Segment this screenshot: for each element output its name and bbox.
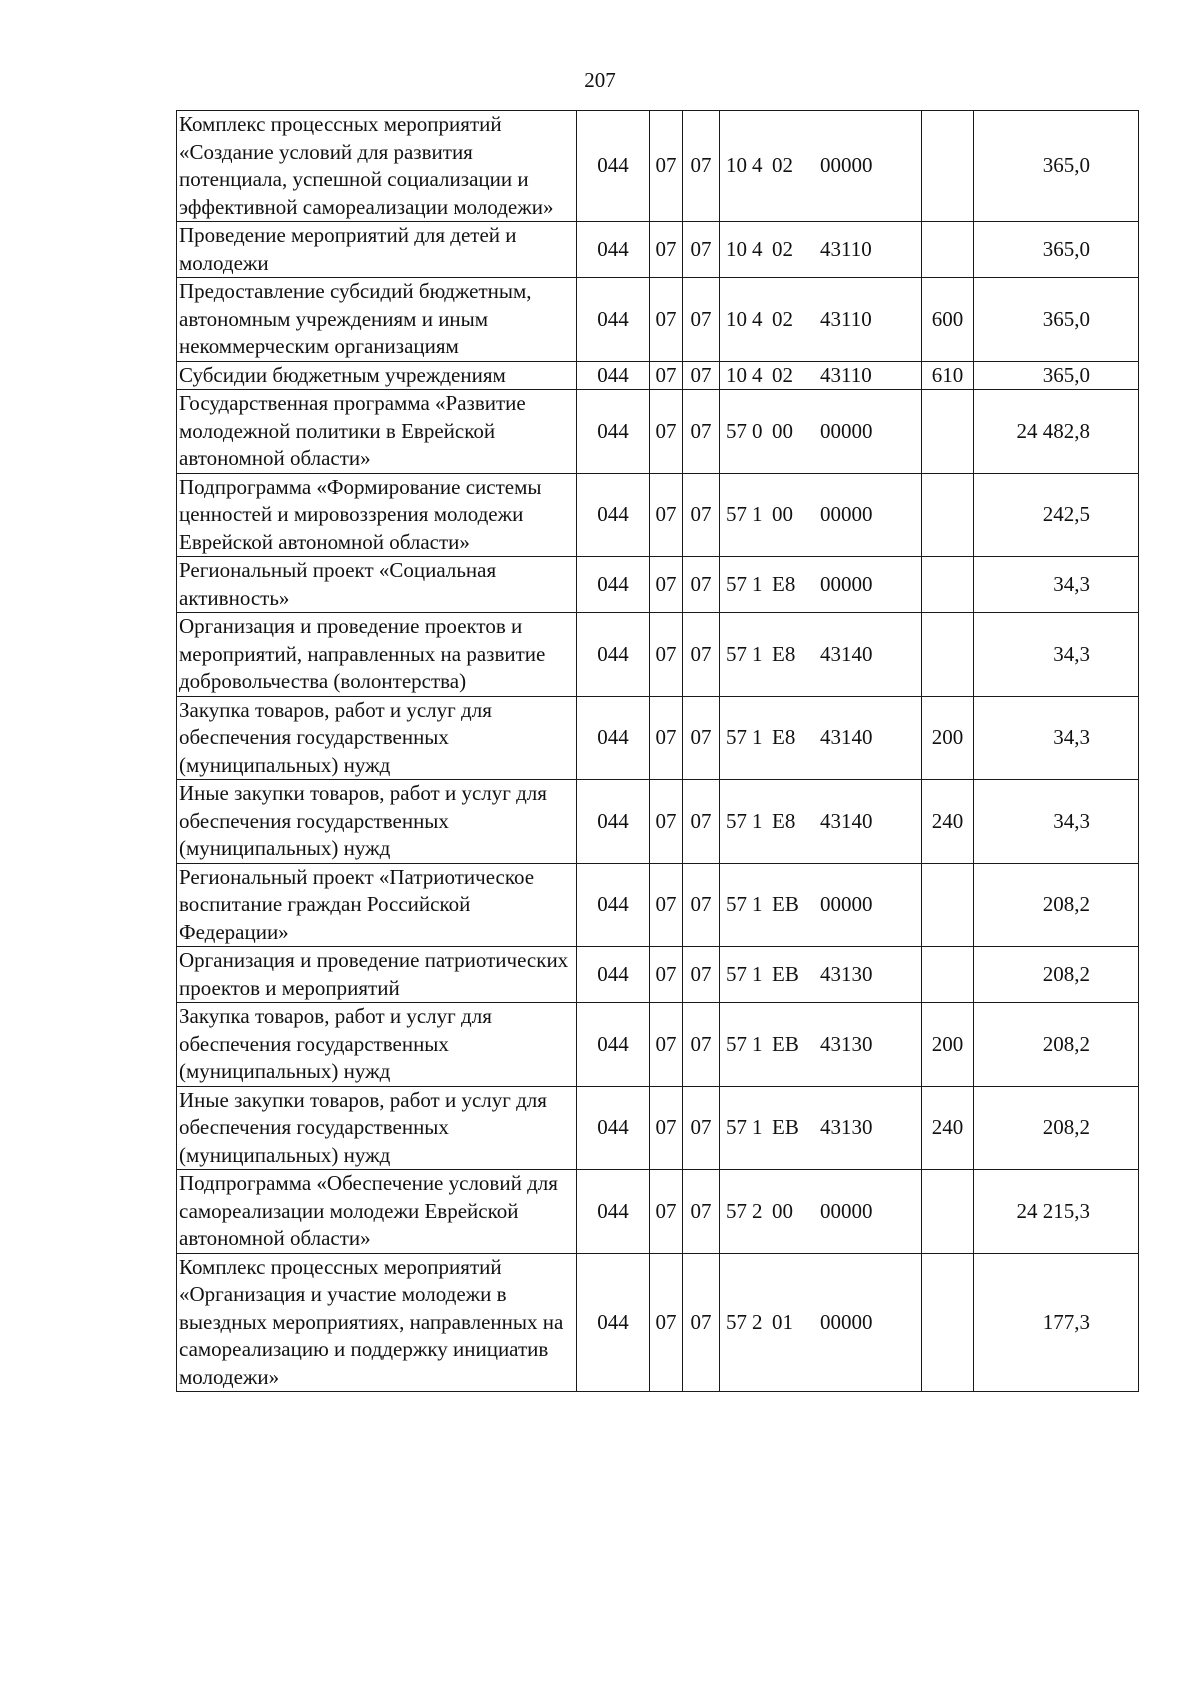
cs-program-code: 57 <box>726 725 747 749</box>
cs-direction-code: 43140 <box>820 641 873 666</box>
subsection-code-cell: 07 <box>683 696 720 780</box>
row-name-cell: Закупка товаров, работ и услуг для обеспечения государственных (муниципальных) нужд <box>177 696 577 780</box>
table-row <box>177 947 1139 1003</box>
amount-cell: 208,2 <box>974 1003 1139 1087</box>
target-article-cell <box>720 1170 922 1254</box>
section-code-cell: 07 <box>650 780 683 864</box>
amount-cell: 34,3 <box>974 613 1139 697</box>
cs-subprogram-code: 1 <box>752 892 763 916</box>
subsection-code-cell: 07 <box>683 390 720 474</box>
cs-group-code: 02 <box>772 236 793 261</box>
amount-cell: 208,2 <box>974 1086 1139 1170</box>
subsection-code-cell: 07 <box>683 473 720 557</box>
ministry-code-cell: 044 <box>577 696 650 780</box>
subsection-code-cell: 07 <box>683 361 720 390</box>
row-name-cell: Подпрограмма «Обеспечение условий для самореализации молодежи Еврейской автономной области» <box>177 1170 577 1254</box>
cs-subprogram-code: 4 <box>752 306 763 331</box>
cs-direction-code: 00000 <box>820 1198 873 1223</box>
amount-cell: 365,0 <box>974 361 1139 390</box>
row-name-cell: Подпрограмма «Формирование системы ценностей и мировоззрения молодежи Еврейской автономной области» <box>177 473 577 557</box>
cs-direction-code: 43130 <box>820 961 873 986</box>
cs-direction-code: 00000 <box>820 153 873 178</box>
table-row <box>177 1253 1139 1392</box>
table-row <box>177 278 1139 362</box>
ministry-code-cell: 044 <box>577 863 650 947</box>
amount-cell: 24 482,8 <box>974 390 1139 474</box>
subsection-code-cell: 07 <box>683 1170 720 1254</box>
cs-program-code: 57 <box>726 418 747 443</box>
expense-type-cell <box>922 613 974 697</box>
cs-group-code: 02 <box>772 362 793 387</box>
subsection-code-cell: 07 <box>683 1253 720 1392</box>
subsection-code-cell: 07 <box>683 557 720 613</box>
ministry-code-cell: 044 <box>577 111 650 222</box>
amount-cell: 34,3 <box>974 780 1139 864</box>
cs-group-code: 02 <box>772 153 793 178</box>
ministry-code-cell: 044 <box>577 1003 650 1087</box>
expense-type-cell: 240 <box>922 1086 974 1170</box>
cs-direction-code: 43140 <box>820 725 873 749</box>
cs-program-code: 57 <box>726 1031 747 1056</box>
row-name-cell: Иные закупки товаров, работ и услуг для обеспечения государственных (муниципальных) нужд <box>177 780 577 864</box>
target-article-cell <box>720 613 922 697</box>
cs-subprogram-code: 0 <box>752 418 763 443</box>
cs-subprogram-code: 1 <box>752 961 763 986</box>
amount-cell: 24 215,3 <box>974 1170 1139 1254</box>
target-article-cell <box>720 278 922 362</box>
amount-cell: 177,3 <box>974 1253 1139 1392</box>
row-name-cell: Комплекс процессных мероприятий «Организация и участие молодежи в выездных мероприятиях, направленных на самореализацию и поддержку инициатив молодежи» <box>177 1253 577 1392</box>
row-name-cell: Комплекс процессных мероприятий «Создание условий для развития потенциала, успешной социализации и эффективной самореализации молодежи» <box>177 111 577 222</box>
cs-program-code: 10 <box>726 306 747 331</box>
row-name-cell: Закупка товаров, работ и услуг для обеспечения государственных (муниципальных) нужд <box>177 1003 577 1087</box>
cs-subprogram-code: 4 <box>752 153 763 178</box>
ministry-code-cell: 044 <box>577 1170 650 1254</box>
expense-type-cell: 610 <box>922 361 974 390</box>
expense-type-cell <box>922 222 974 278</box>
cs-subprogram-code: 2 <box>752 1198 763 1223</box>
row-name-cell: Проведение мероприятий для детей и молодежи <box>177 222 577 278</box>
cs-subprogram-code: 1 <box>752 1115 763 1139</box>
section-code-cell: 07 <box>650 613 683 697</box>
cs-subprogram-code: 1 <box>752 808 763 833</box>
section-code-cell: 07 <box>650 557 683 613</box>
cs-group-code: 00 <box>772 418 793 443</box>
cs-direction-code: 43130 <box>820 1031 873 1056</box>
table-row <box>177 390 1139 474</box>
ministry-code-cell: 044 <box>577 557 650 613</box>
cs-direction-code: 00000 <box>820 892 873 916</box>
target-article-cell <box>720 1253 922 1392</box>
table-row <box>177 1086 1139 1170</box>
cs-program-code: 57 <box>726 961 747 986</box>
row-name-cell: Организация и проведение проектов и мероприятий, направленных на развитие добровольчества (волонтерства) <box>177 613 577 697</box>
amount-cell: 34,3 <box>974 696 1139 780</box>
table-row <box>177 111 1139 222</box>
section-code-cell: 07 <box>650 696 683 780</box>
expense-type-cell <box>922 947 974 1003</box>
cs-direction-code: 00000 <box>820 1309 873 1334</box>
section-code-cell: 07 <box>650 947 683 1003</box>
cs-subprogram-code: 4 <box>752 236 763 261</box>
cs-subprogram-code: 2 <box>752 1309 763 1334</box>
cs-group-code: E8 <box>772 725 796 749</box>
cs-group-code: EB <box>772 892 799 916</box>
row-name-cell: Организация и проведение патриотических проектов и мероприятий <box>177 947 577 1003</box>
table-row <box>177 473 1139 557</box>
table-row <box>177 780 1139 864</box>
ministry-code-cell: 044 <box>577 1253 650 1392</box>
section-code-cell: 07 <box>650 222 683 278</box>
ministry-code-cell: 044 <box>577 1086 650 1170</box>
section-code-cell: 07 <box>650 111 683 222</box>
cs-program-code: 10 <box>726 362 747 387</box>
cs-direction-code: 00000 <box>820 418 873 443</box>
row-name-cell: Региональный проект «Социальная активность» <box>177 557 577 613</box>
expense-type-cell <box>922 557 974 613</box>
budget-table <box>176 110 1139 1392</box>
cs-subprogram-code: 1 <box>752 1031 763 1056</box>
target-article-cell <box>720 222 922 278</box>
cs-direction-code: 43140 <box>820 808 873 833</box>
cs-program-code: 57 <box>726 502 747 526</box>
cs-group-code: E8 <box>772 571 796 596</box>
subsection-code-cell: 07 <box>683 1003 720 1087</box>
row-name-cell: Иные закупки товаров, работ и услуг для обеспечения государственных (муниципальных) нужд <box>177 1086 577 1170</box>
expense-type-cell <box>922 1253 974 1392</box>
cs-direction-code: 43110 <box>820 306 872 331</box>
cs-direction-code: 00000 <box>820 502 873 526</box>
section-code-cell: 07 <box>650 1086 683 1170</box>
table-body <box>177 111 1139 1392</box>
table-row <box>177 863 1139 947</box>
target-article-cell <box>720 696 922 780</box>
subsection-code-cell: 07 <box>683 613 720 697</box>
section-code-cell: 07 <box>650 361 683 390</box>
section-code-cell: 07 <box>650 863 683 947</box>
table-row <box>177 696 1139 780</box>
cs-program-code: 10 <box>726 236 747 261</box>
row-name-cell: Субсидии бюджетным учреждениям <box>177 361 577 390</box>
subsection-code-cell: 07 <box>683 278 720 362</box>
cs-program-code: 57 <box>726 892 747 916</box>
ministry-code-cell: 044 <box>577 947 650 1003</box>
ministry-code-cell: 044 <box>577 613 650 697</box>
section-code-cell: 07 <box>650 390 683 474</box>
cs-program-code: 10 <box>726 153 747 178</box>
cs-direction-code: 00000 <box>820 571 873 596</box>
cs-subprogram-code: 1 <box>752 502 763 526</box>
expense-type-cell <box>922 111 974 222</box>
target-article-cell <box>720 557 922 613</box>
cs-program-code: 57 <box>726 1309 747 1334</box>
row-name-cell: Региональный проект «Патриотическое воспитание граждан Российской Федерации» <box>177 863 577 947</box>
table-row <box>177 361 1139 390</box>
cs-subprogram-code: 1 <box>752 725 763 749</box>
expense-type-cell: 200 <box>922 1003 974 1087</box>
cs-group-code: EB <box>772 961 799 986</box>
amount-cell: 365,0 <box>974 278 1139 362</box>
table-row <box>177 557 1139 613</box>
subsection-code-cell: 07 <box>683 222 720 278</box>
cs-group-code: EB <box>772 1031 799 1056</box>
target-article-cell <box>720 1086 922 1170</box>
cs-subprogram-code: 1 <box>752 571 763 596</box>
cs-group-code: E8 <box>772 808 796 833</box>
cs-group-code: 00 <box>772 1198 793 1223</box>
target-article-cell <box>720 780 922 864</box>
cs-group-code: E8 <box>772 641 796 666</box>
table-row <box>177 613 1139 697</box>
ministry-code-cell: 044 <box>577 390 650 474</box>
cs-subprogram-code: 1 <box>752 641 763 666</box>
row-name-cell: Предоставление субсидий бюджетным, автономным учреждениям и иным некоммерческим организациям <box>177 278 577 362</box>
amount-cell: 242,5 <box>974 473 1139 557</box>
section-code-cell: 07 <box>650 1253 683 1392</box>
cs-program-code: 57 <box>726 808 747 833</box>
cs-group-code: 02 <box>772 306 793 331</box>
ministry-code-cell: 044 <box>577 222 650 278</box>
target-article-cell <box>720 390 922 474</box>
amount-cell: 34,3 <box>974 557 1139 613</box>
expense-type-cell <box>922 863 974 947</box>
table-row <box>177 222 1139 278</box>
cs-direction-code: 43130 <box>820 1115 873 1139</box>
cs-group-code: 00 <box>772 502 793 526</box>
amount-cell: 365,0 <box>974 222 1139 278</box>
table-row <box>177 1003 1139 1087</box>
cs-group-code: EB <box>772 1115 799 1139</box>
amount-cell: 208,2 <box>974 863 1139 947</box>
subsection-code-cell: 07 <box>683 947 720 1003</box>
subsection-code-cell: 07 <box>683 1086 720 1170</box>
cs-program-code: 57 <box>726 1198 747 1223</box>
subsection-code-cell: 07 <box>683 780 720 864</box>
subsection-code-cell: 07 <box>683 863 720 947</box>
cs-program-code: 57 <box>726 641 747 666</box>
target-article-cell <box>720 1003 922 1087</box>
cs-program-code: 57 <box>726 571 747 596</box>
section-code-cell: 07 <box>650 278 683 362</box>
ministry-code-cell: 044 <box>577 780 650 864</box>
amount-cell: 365,0 <box>974 111 1139 222</box>
cs-group-code: 01 <box>772 1309 793 1334</box>
target-article-cell <box>720 947 922 1003</box>
ministry-code-cell: 044 <box>577 473 650 557</box>
expense-type-cell <box>922 1170 974 1254</box>
page-number: 207 <box>584 68 616 92</box>
cs-program-code: 57 <box>726 1115 747 1139</box>
section-code-cell: 07 <box>650 1170 683 1254</box>
cs-direction-code: 43110 <box>820 236 872 261</box>
expense-type-cell <box>922 473 974 557</box>
expense-type-cell: 200 <box>922 696 974 780</box>
amount-cell: 208,2 <box>974 947 1139 1003</box>
expense-type-cell: 600 <box>922 278 974 362</box>
table-row <box>177 1170 1139 1254</box>
expense-type-cell: 240 <box>922 780 974 864</box>
section-code-cell: 07 <box>650 473 683 557</box>
target-article-cell <box>720 473 922 557</box>
cs-direction-code: 43110 <box>820 362 872 387</box>
subsection-code-cell: 07 <box>683 111 720 222</box>
cs-subprogram-code: 4 <box>752 362 763 387</box>
target-article-cell <box>720 863 922 947</box>
ministry-code-cell: 044 <box>577 361 650 390</box>
section-code-cell: 07 <box>650 1003 683 1087</box>
row-name-cell: Государственная программа «Развитие молодежной политики в Еврейской автономной области» <box>177 390 577 474</box>
target-article-cell <box>720 361 922 390</box>
expense-type-cell <box>922 390 974 474</box>
ministry-code-cell: 044 <box>577 278 650 362</box>
target-article-cell <box>720 111 922 222</box>
